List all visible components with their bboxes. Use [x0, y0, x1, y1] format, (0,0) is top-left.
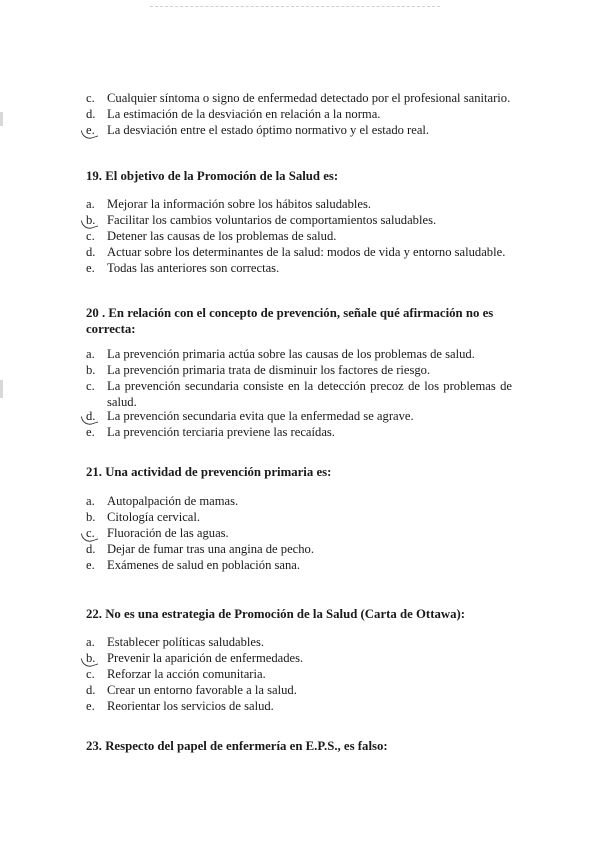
- scan-artifact-left: [0, 380, 3, 398]
- option-text: Exámenes de salud en población sana.: [107, 558, 301, 572]
- option-letter: a.: [86, 347, 95, 361]
- option-letter: e.: [86, 123, 95, 137]
- option-letter: a.: [86, 197, 95, 211]
- option-text: Detener las causas de los problemas de salud.: [107, 229, 337, 243]
- option-letter: e.: [86, 261, 95, 275]
- option-letter: c.: [86, 526, 95, 540]
- option-text: Todas las anteriores son correctas.: [107, 261, 280, 275]
- option-text: Mejorar la información sobre los hábitos saludables.: [107, 197, 372, 211]
- scan-artifact-top: [150, 6, 440, 8]
- option-text: La prevención terciaria previene las recaídas.: [107, 425, 335, 439]
- option-text: Citología cervical.: [107, 510, 201, 524]
- option-letter: e.: [86, 558, 95, 572]
- question-title: 21. Una actividad de prevención primaria es:: [86, 465, 332, 479]
- option-letter: c.: [86, 667, 95, 681]
- option-letter: e.: [86, 699, 95, 713]
- question-title: 23. Respecto del papel de enfermería en E.P.S., es falso:: [86, 739, 388, 753]
- option-letter: b.: [86, 213, 96, 227]
- option-text: Actuar sobre los determinantes de la salud: modos de vida y entorno saludable.: [107, 245, 506, 259]
- option-letter: d.: [86, 542, 96, 556]
- option-letter: b.: [86, 363, 96, 377]
- option-text: La prevención primaria actúa sobre las causas de los problemas de salud.: [107, 347, 475, 361]
- option-letter: b.: [86, 510, 96, 524]
- option-text: La estimación de la desviación en relación a la norma.: [107, 107, 381, 121]
- question-title: 20 . En relación con el concepto de prevención, señale qué afirmación no es correcta:: [86, 306, 494, 336]
- option-letter: c.: [86, 229, 95, 243]
- option-letter: d.: [86, 683, 96, 697]
- scan-artifact-left: [0, 112, 3, 126]
- question-title: 22. No es una estrategia de Promoción de la Salud (Carta de Ottawa):: [86, 607, 466, 621]
- option-text: Fluoración de las aguas.: [107, 526, 229, 540]
- question-title: 19. El objetivo de la Promoción de la Salud es:: [86, 169, 339, 183]
- option-text: Crear un entorno favorable a la salud.: [107, 683, 297, 697]
- option-text: La prevención secundaria consiste en la detección precoz de los problemas de salud.: [107, 379, 512, 409]
- option-letter: a.: [86, 635, 95, 649]
- option-letter: c.: [86, 379, 95, 393]
- option-text: Cualquier síntoma o signo de enfermedad detectado por el profesional sanitario.: [107, 91, 511, 105]
- option-letter: c.: [86, 91, 95, 105]
- option-text: Dejar de fumar tras una angina de pecho.: [107, 542, 315, 556]
- option-text: Facilitar los cambios voluntarios de comportamientos saludables.: [107, 213, 437, 227]
- option-letter: d.: [86, 245, 96, 259]
- option-letter: e.: [86, 425, 95, 439]
- option-text: La desviación entre el estado óptimo normativo y el estado real.: [107, 123, 430, 137]
- option-text: Reforzar la acción comunitaria.: [107, 667, 266, 681]
- option-letter: d.: [86, 107, 96, 121]
- option-text: Prevenir la aparición de enfermedades.: [107, 651, 304, 665]
- option-letter: d.: [86, 409, 96, 423]
- option-letter: b.: [86, 651, 96, 665]
- option-text: Reorientar los servicios de salud.: [107, 699, 274, 713]
- option-text: Establecer políticas saludables.: [107, 635, 265, 649]
- option-text: Autopalpación de mamas.: [107, 494, 239, 508]
- option-text: La prevención primaria trata de disminuir los factores de riesgo.: [107, 363, 431, 377]
- option-text: La prevención secundaria evita que la enfermedad se agrave.: [107, 409, 414, 423]
- option-letter: a.: [86, 494, 95, 508]
